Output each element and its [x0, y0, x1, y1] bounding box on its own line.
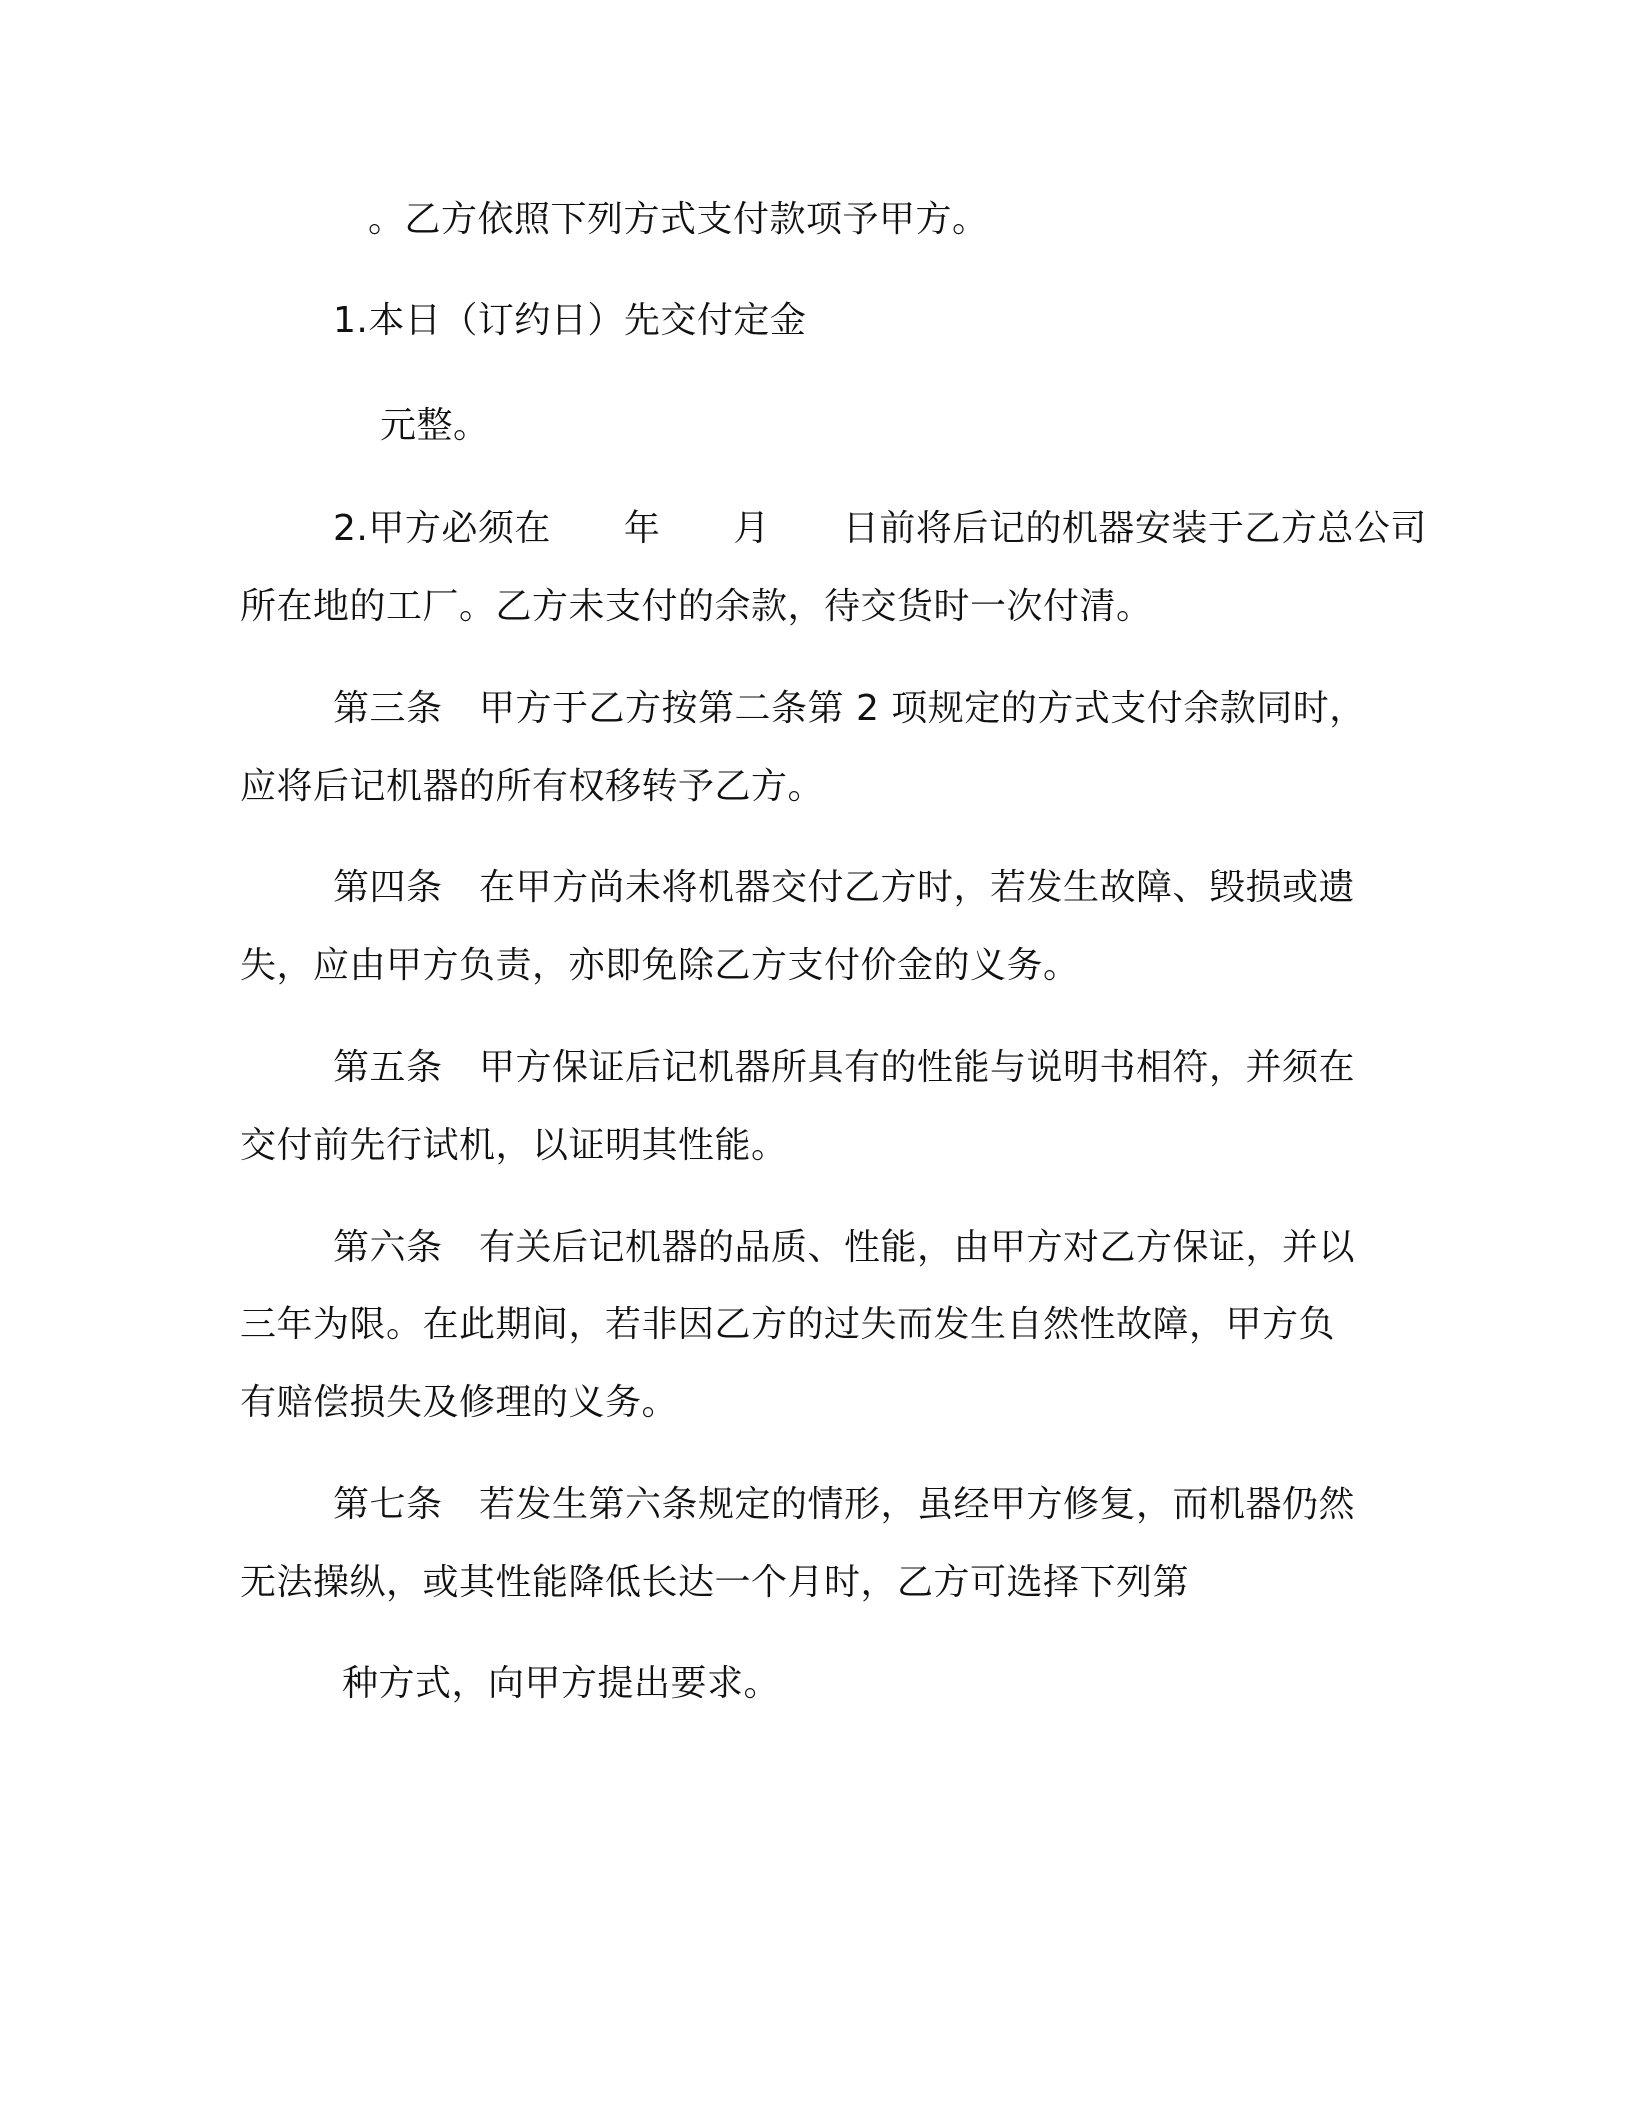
text-line: 第三条 甲方于乙方按第二条第 2 项规定的方式支付余款同时，: [333, 688, 1366, 729]
text-line: 应将后记机器的所有权移转予乙方。: [240, 766, 825, 807]
text-line: 失，应由甲方负责，亦即免除乙方支付价金的义务。: [240, 945, 1080, 986]
text-line: 2.甲方必须在 年 月 日前将后记的机器安装于乙方总公司: [333, 508, 1427, 549]
text-line: 第七条 若发生第六条规定的情形，虽经甲方修复，而机器仍然: [333, 1484, 1356, 1525]
text-line: 交付前先行试机，以证明其性能。: [240, 1125, 788, 1166]
text-line: 第五条 甲方保证后记机器所具有的性能与说明书相符，并须在: [333, 1047, 1356, 1088]
text-line: 三年为限。在此期间，若非因乙方的过失而发生自然性故障，甲方负: [240, 1304, 1336, 1345]
text-line: 有赔偿损失及修理的义务。: [240, 1382, 679, 1423]
text-line: 第六条 有关后记机器的品质、性能，由甲方对乙方保证，并以: [333, 1227, 1356, 1268]
text-line: 元整。: [380, 405, 490, 446]
text-line: 。乙方依照下列方式支付款项予甲方。: [368, 199, 989, 240]
text-line: 1.本日（订约日）先交付定金: [333, 300, 807, 341]
text-line: 所在地的工厂。乙方未支付的余款，待交货时一次付清。: [240, 586, 1153, 627]
text-line: 第四条 在甲方尚未将机器交付乙方时，若发生故障、毁损或遗: [333, 867, 1356, 908]
text-line: 种方式，向甲方提出要求。: [342, 1663, 781, 1704]
text-line: 无法操纵，或其性能降低长达一个月时，乙方可选择下列第: [240, 1562, 1190, 1603]
